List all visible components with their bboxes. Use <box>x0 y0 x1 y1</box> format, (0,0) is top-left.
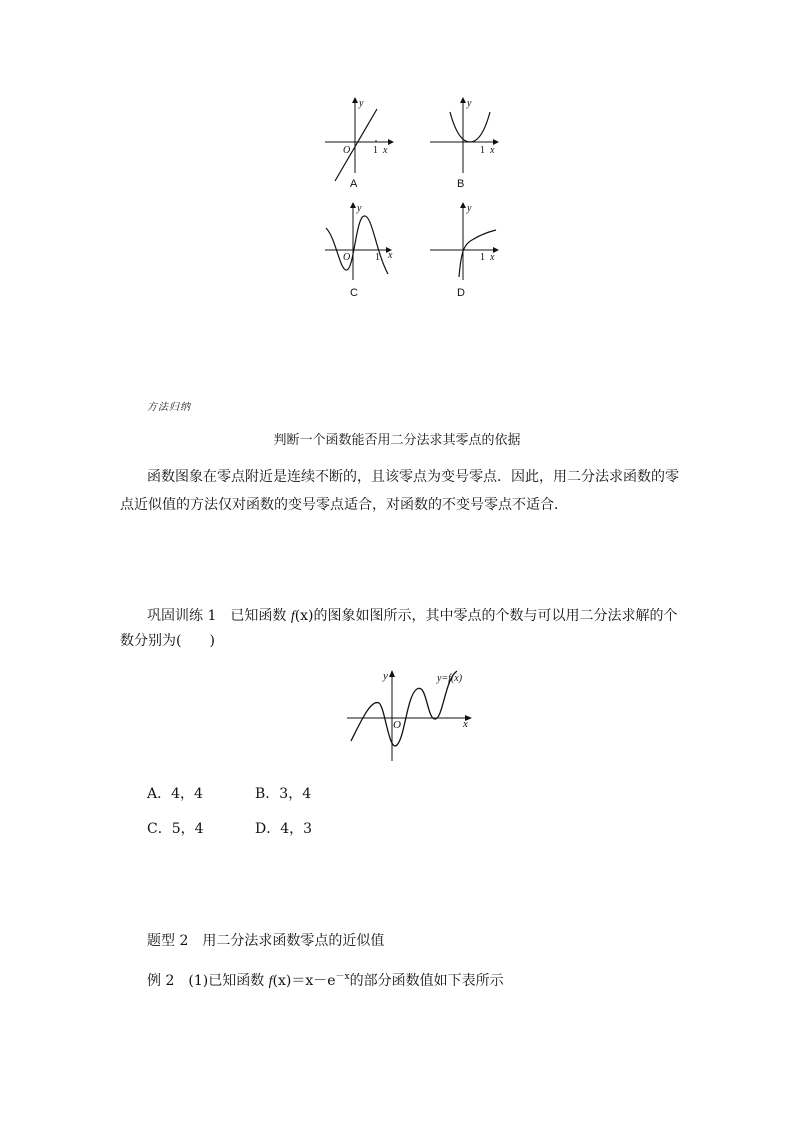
example-exponent: －x <box>335 972 350 982</box>
graph-c <box>320 200 400 300</box>
graph-a-tick-1: 1 <box>373 145 378 156</box>
graph-b-tick-1: 1 <box>480 145 485 156</box>
exercise-graph-x-label: x <box>463 718 468 730</box>
exercise-graph-y-label: y <box>383 670 388 682</box>
graph-b-x-label: x <box>490 145 495 156</box>
graph-a-origin: O <box>343 145 351 156</box>
method-tag: 方法归纳 <box>147 402 191 413</box>
graph-c-tick-1: 1 <box>375 252 380 263</box>
graph-d-caption: D <box>457 287 465 299</box>
graph-d <box>428 200 508 300</box>
graph-b-caption: B <box>457 178 465 190</box>
method-paragraph-line-1: 函数图象在零点附近是连续不断的，且该零点为变号零点．因此，用二分法求函数的零 <box>147 469 679 485</box>
graph-c-y-label: y <box>357 203 362 214</box>
exercise-line-1 <box>147 603 678 630</box>
example-rest: 的部分函数值如下表所示 <box>349 973 504 989</box>
graph-d-x-label: x <box>490 252 495 263</box>
graph-d-y-label: y <box>467 203 472 214</box>
option-d: D．4，3 <box>255 821 313 837</box>
graph-c-caption: C <box>350 287 358 299</box>
exercise-fname: f <box>290 609 295 624</box>
graph-a <box>320 95 400 195</box>
graph-a-caption: A <box>350 178 358 190</box>
exercise-graph-fx-label: y=f(x) <box>437 673 463 684</box>
exercise-graph <box>345 665 480 765</box>
method-title: 判断一个函数能否用二分法求其零点的依据 <box>273 433 521 448</box>
exercise-line-1-rest: 的图象如图所示，其中零点的个数与可以用二分法求解的个 <box>313 608 678 624</box>
topic-title: 题型 2 用二分法求函数零点的近似值 <box>147 933 385 949</box>
exercise-prefix: 巩固训练 1 已知函数 <box>147 608 291 624</box>
graph-a-y-label: y <box>359 98 364 109</box>
option-b: B．3，4 <box>255 786 312 802</box>
method-paragraph-line-2: 点近似值的方法仅对函数的变号零点适合，对函数的不变号零点不适合． <box>120 497 568 513</box>
graph-b-y-label: y <box>467 98 472 109</box>
exercise-line-2: 数分别为( ) <box>120 633 215 649</box>
example-line <box>147 968 504 996</box>
option-c: C．5，4 <box>147 821 204 837</box>
example-fname: f <box>268 974 273 989</box>
graph-d-tick-1: 1 <box>480 252 485 263</box>
graph-c-x-label: x <box>388 250 393 261</box>
graph-a-x-label: x <box>383 145 388 156</box>
graph-c-origin: O <box>343 252 351 263</box>
option-a: A．4，4 <box>147 786 203 802</box>
exercise-fvar: (x) <box>294 608 314 624</box>
exercise-graph-origin: O <box>393 719 401 731</box>
example-equation: (x)＝x－e <box>272 973 336 989</box>
graph-b <box>428 95 508 195</box>
example-prefix: 例 2 (1)已知函数 <box>147 973 269 989</box>
